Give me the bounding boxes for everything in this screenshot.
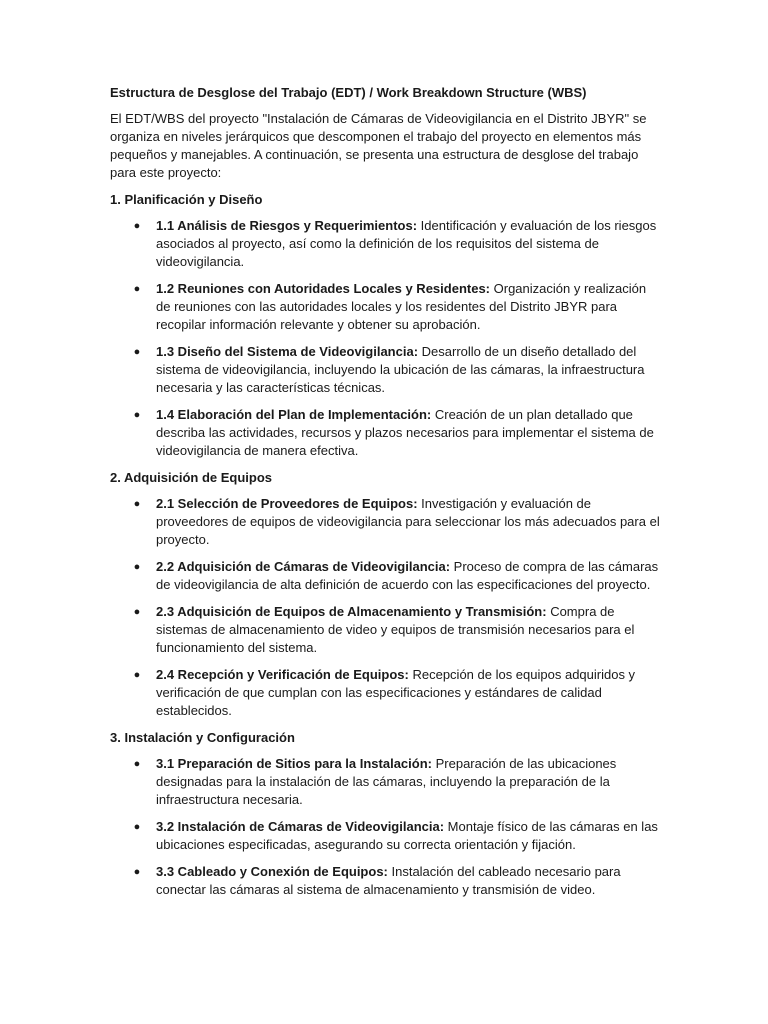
item-text: Recepción de los equipos adquiridos y verificación de que cumplan con las especificaciones y estándares de calidad establecidos. bbox=[156, 667, 636, 718]
item-text: Creación de un plan detallado que describa las actividades, recursos y plazos necesarios para implementar el sistema de videovigilancia de manera efectiva. bbox=[156, 407, 654, 458]
bullet-icon: ● bbox=[133, 498, 141, 510]
list-item bbox=[110, 343, 660, 397]
bullet-icon: ● bbox=[133, 283, 141, 295]
item-text: Identificación y evaluación de los riesgos asociados al proyecto, así como la definición de los requisitos del sistema de videovigilancia. bbox=[156, 218, 657, 269]
section-heading-adquisicion: 2. Adquisición de Equipos bbox=[110, 470, 273, 485]
item-title: 3.1 Preparación de Sitios para la Instalación: bbox=[156, 756, 432, 771]
list-item bbox=[110, 495, 660, 549]
bullet-icon: ● bbox=[133, 220, 141, 232]
bullet-icon: ● bbox=[133, 561, 141, 573]
item-text: Preparación de las ubicaciones designadas para la instalación de las cámaras, incluyendo la preparación de la infraestructura necesaria. bbox=[156, 756, 617, 807]
section-list-adquisicion bbox=[110, 495, 660, 720]
section-list-planificacion bbox=[110, 217, 660, 460]
item-title: 2.3 Adquisición de Equipos de Almacenamiento y Transmisión: bbox=[156, 604, 547, 619]
section-list-instalacion bbox=[110, 755, 660, 899]
item-text: Instalación del cableado necesario para conectar las cámaras al sistema de almacenamiento y transmisión de video. bbox=[156, 864, 621, 897]
bullet-icon: ● bbox=[133, 758, 141, 770]
bullet-icon: ● bbox=[133, 606, 141, 618]
item-title: 1.3 Diseño del Sistema de Videovigilancia: bbox=[156, 344, 419, 359]
item-title: 1.4 Elaboración del Plan de Implementación: bbox=[156, 407, 432, 422]
item-text: Proceso de compra de las cámaras de videovigilancia de alta definición de acuerdo con las especificaciones del proyecto. bbox=[156, 559, 659, 592]
item-title: 3.2 Instalación de Cámaras de Videovigilancia: bbox=[156, 819, 445, 834]
item-title: 2.2 Adquisición de Cámaras de Videovigilancia: bbox=[156, 559, 451, 574]
item-text: Organización y realización de reuniones con las autoridades locales y los residentes del Distrito JBYR para recopilar información relevante y obtener su aprobación. bbox=[156, 281, 647, 332]
item-title: 3.3 Cableado y Conexión de Equipos: bbox=[156, 864, 388, 879]
intro-paragraph: El EDT/WBS del proyecto "Instalación de Cámaras de Videovigilancia en el Distrito JBYR" se organiza en niveles jerárquicos que descomponen el trabajo del proyecto en elementos más pequeños y manejables. A continuación, se presenta una estructura de desglose del trabajo para este proyecto: bbox=[110, 111, 647, 180]
item-title: 2.1 Selección de Proveedores de Equipos: bbox=[156, 496, 418, 511]
list-item bbox=[110, 755, 660, 809]
document-title: Estructura de Desglose del Trabajo (EDT) / Work Breakdown Structure (WBS) bbox=[110, 85, 587, 100]
bullet-icon: ● bbox=[133, 866, 141, 878]
section-heading-planificacion: 1. Planificación y Diseño bbox=[110, 192, 263, 207]
item-title: 1.1 Análisis de Riesgos y Requerimientos: bbox=[156, 218, 418, 233]
item-text: Desarrollo de un diseño detallado del sistema de videovigilancia, incluyendo la ubicación de las cámaras, la infraestructura necesaria y las características técnicas. bbox=[156, 344, 645, 395]
list-item bbox=[110, 280, 660, 334]
bullet-icon: ● bbox=[133, 409, 141, 421]
item-text: Investigación y evaluación de proveedores de equipos de videovigilancia para seleccionar los más adecuados para el proyecto. bbox=[156, 496, 660, 547]
list-item bbox=[110, 818, 660, 854]
item-text: Montaje físico de las cámaras en las ubicaciones especificadas, asegurando su correcta orientación y fijación. bbox=[156, 819, 658, 852]
list-item bbox=[110, 406, 660, 460]
bullet-icon: ● bbox=[133, 669, 141, 681]
bullet-icon: ● bbox=[133, 346, 141, 358]
section-heading-instalacion: 3. Instalación y Configuración bbox=[110, 730, 295, 745]
list-item bbox=[110, 666, 660, 720]
item-text: Compra de sistemas de almacenamiento de video y equipos de transmisión necesarios para el funcionamiento del sistema. bbox=[156, 604, 635, 655]
list-item bbox=[110, 558, 660, 594]
item-title: 1.2 Reuniones con Autoridades Locales y Residentes: bbox=[156, 281, 491, 296]
list-item bbox=[110, 217, 660, 271]
bullet-icon: ● bbox=[133, 821, 141, 833]
item-title: 2.4 Recepción y Verificación de Equipos: bbox=[156, 667, 409, 682]
list-item bbox=[110, 603, 660, 657]
list-item bbox=[110, 863, 660, 899]
